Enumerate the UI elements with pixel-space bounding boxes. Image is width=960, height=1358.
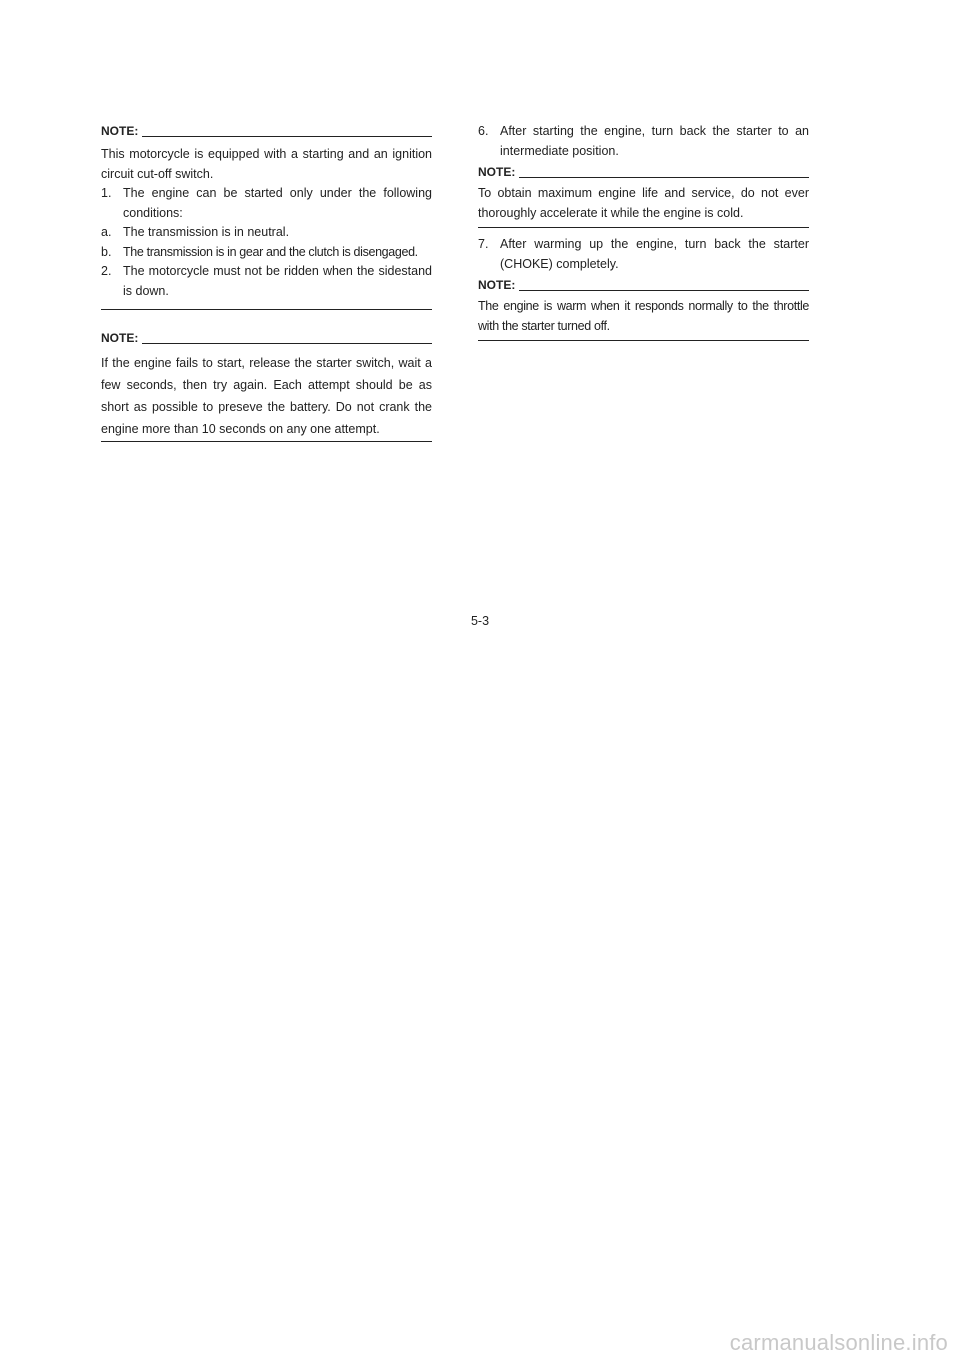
list-item	[101, 223, 432, 243]
left-column-note2	[101, 331, 432, 442]
note-header	[101, 331, 432, 346]
list-text: The engine can be started only under the following conditions:	[123, 186, 432, 220]
list-item	[101, 184, 432, 223]
note-label: NOTE:	[101, 331, 139, 345]
note-label: NOTE:	[101, 124, 139, 138]
note-rule	[519, 290, 809, 291]
list-text: The motorcycle must not be ridden when the sidestand is down.	[123, 264, 432, 298]
list-item	[101, 262, 432, 301]
note-header	[478, 165, 809, 180]
list-text: The transmission is in gear and the clutch is disengaged.	[123, 244, 418, 259]
list-marker: b.	[101, 244, 112, 259]
note-end-rule	[478, 340, 809, 341]
page-number: 5-3	[470, 614, 490, 628]
note-rule	[142, 136, 432, 137]
note-label: NOTE:	[478, 165, 516, 179]
step-text: After warming up the engine, turn back the starter (CHOKE) completely.	[500, 237, 809, 271]
step-item	[478, 122, 809, 161]
list-text: The transmission is in neutral.	[123, 225, 290, 239]
note-header	[101, 124, 432, 139]
note-end-rule	[478, 227, 809, 228]
note-text: The engine is warm when it responds normally to the throttle with the starter turned off.	[478, 299, 809, 333]
note-header	[478, 278, 809, 293]
step-text: After starting the engine, turn back the starter to an intermediate position.	[500, 124, 809, 158]
step-marker: 7.	[478, 237, 489, 251]
list-marker: 1.	[101, 186, 112, 200]
note-text: To obtain maximum engine life and service, do not ever thoroughly accelerate it while the engine is cold.	[478, 186, 809, 220]
note-label: NOTE:	[478, 278, 516, 292]
step-item	[478, 235, 809, 274]
right-column	[478, 122, 809, 341]
note-rule	[519, 177, 809, 178]
note-end-rule	[101, 309, 432, 310]
watermark: carmanualsonline.info	[729, 1330, 948, 1355]
left-column	[101, 124, 432, 310]
step-marker: 6.	[478, 124, 489, 138]
note-intro: This motorcycle is equipped with a starting and an ignition circuit cut-off switch.	[101, 147, 432, 181]
list-marker: 2.	[101, 264, 112, 278]
note-end-rule	[101, 441, 432, 442]
list-item	[101, 243, 432, 263]
note-rule	[142, 343, 432, 344]
note-text: If the engine fails to start, release the starter switch, wait a few seconds, then try again. Each attempt should be as short as possible to preseve the battery. Do not crank the engine more than 10 seconds on any one attempt.	[101, 356, 432, 436]
list-marker: a.	[101, 225, 112, 239]
